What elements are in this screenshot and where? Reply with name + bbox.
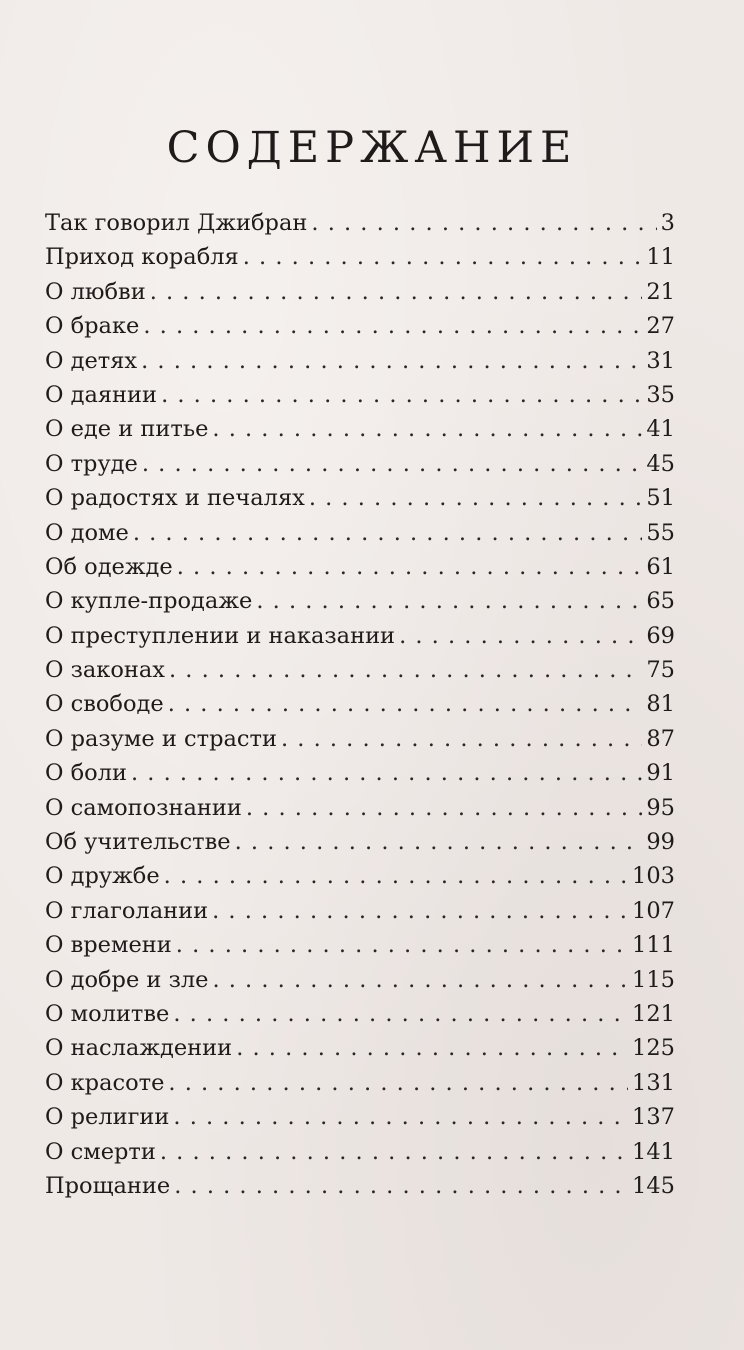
toc-entry-page-number: 81: [646, 691, 675, 718]
toc-entry-title: О свободе: [45, 691, 164, 718]
toc-entry-title: Приход корабля: [45, 244, 239, 271]
toc-entry-page-number: 131: [632, 1069, 675, 1096]
toc-entry-title: О разуме и страсти: [45, 725, 277, 752]
toc-entry: [45, 309, 675, 343]
toc-entry-title: О смерти: [45, 1138, 156, 1165]
dot-leader: [235, 825, 643, 859]
dot-leader: [177, 550, 643, 584]
toc-entry-page-number: 145: [632, 1172, 675, 1199]
toc-entry-title: О любви: [45, 278, 146, 305]
toc-entry-page-number: 141: [632, 1138, 675, 1165]
toc-entry: [45, 412, 675, 446]
toc-entry-page-number: 35: [646, 381, 675, 408]
toc-entry-page-number: 11: [646, 244, 675, 271]
toc-entry: [45, 894, 675, 928]
toc-entry-page-number: 61: [646, 553, 675, 580]
toc-entry-title: Об одежде: [45, 553, 173, 580]
dot-leader: [143, 309, 642, 343]
toc-entry-page-number: 107: [632, 897, 675, 924]
toc-entry-title: О боли: [45, 760, 127, 787]
toc-entry: [45, 825, 675, 859]
dot-leader: [150, 275, 643, 309]
toc-entry: [45, 344, 675, 378]
toc-entry: [45, 997, 675, 1031]
toc-entry: [45, 1031, 675, 1065]
toc-entry-page-number: 125: [632, 1035, 675, 1062]
toc-entry-page-number: 21: [646, 278, 675, 305]
dot-leader: [236, 1031, 628, 1065]
toc-entry-title: Об учительстве: [45, 829, 231, 856]
dot-leader: [131, 756, 642, 790]
toc-entry: [45, 722, 675, 756]
dot-leader: [173, 997, 628, 1031]
toc-entry: [45, 275, 675, 309]
toc-entry: [45, 1135, 675, 1169]
toc-entry-title: О наслаждении: [45, 1035, 233, 1062]
dot-leader: [168, 1066, 628, 1100]
dot-leader: [246, 791, 642, 825]
toc-entry-page-number: 65: [646, 588, 675, 615]
toc-entry-page-number: 121: [632, 1000, 675, 1027]
toc-entry: [45, 1169, 675, 1203]
toc-entry: [45, 928, 675, 962]
dot-leader: [161, 378, 642, 412]
toc-entry: [45, 206, 675, 240]
dot-leader: [311, 206, 656, 240]
toc-entry-title: О добре и зле: [45, 966, 209, 993]
toc-entry-title: О самопознании: [45, 794, 242, 821]
toc-entry-page-number: 45: [646, 450, 675, 477]
toc-entry-title: О красоте: [45, 1069, 165, 1096]
dot-leader: [309, 481, 643, 515]
toc-entry-page-number: 27: [646, 313, 675, 340]
toc-entry-page-number: 95: [646, 794, 675, 821]
dot-leader: [212, 963, 628, 997]
toc-entry: [45, 687, 675, 721]
dot-leader: [399, 619, 642, 653]
toc-entry: [45, 1100, 675, 1134]
toc-entry-title: О браке: [45, 313, 140, 340]
toc-entry-title: Прощание: [45, 1172, 171, 1199]
toc-entry-title: О молитве: [45, 1000, 170, 1027]
dot-leader: [174, 1169, 628, 1203]
toc-entry-page-number: 51: [646, 485, 675, 512]
dot-leader: [160, 1135, 628, 1169]
toc-entry-title: О законах: [45, 657, 165, 684]
toc-entry-page-number: 87: [646, 725, 675, 752]
toc-entry-page-number: 31: [646, 347, 675, 374]
dot-leader: [142, 447, 643, 481]
dot-leader: [281, 722, 642, 756]
toc-entry-page-number: 99: [646, 829, 675, 856]
toc-entry-title: О религии: [45, 1104, 170, 1131]
toc-entry-page-number: 75: [646, 657, 675, 684]
toc-entry-page-number: 55: [646, 519, 675, 546]
toc-entry: [45, 516, 675, 550]
toc-entry-title: О преступлении и наказании: [45, 622, 396, 649]
toc-entry: [45, 481, 675, 515]
dot-leader: [141, 344, 642, 378]
dot-leader: [176, 928, 628, 962]
toc-entry-page-number: 3: [660, 210, 675, 236]
toc-entry-title: Так говорил Джибран: [45, 210, 308, 236]
toc-entry-title: О купле-продаже: [45, 588, 253, 615]
toc-entry-page-number: 91: [646, 760, 675, 787]
toc-entry-title: О глаголании: [45, 897, 209, 924]
toc-entry: [45, 756, 675, 790]
toc-entry: [45, 584, 675, 618]
dot-leader: [168, 687, 643, 721]
toc-entry: [45, 619, 675, 653]
toc-entry-title: О даянии: [45, 381, 158, 408]
toc-entry: [45, 447, 675, 481]
toc-entry-title: О дружбе: [45, 863, 160, 890]
toc-entry-title: О труде: [45, 450, 138, 477]
table-of-contents: [45, 206, 675, 1203]
dot-leader: [212, 894, 628, 928]
toc-entry-page-number: 137: [632, 1104, 675, 1131]
toc-entry: [45, 378, 675, 412]
page-title: СОДЕРЖАНИЕ: [166, 123, 578, 173]
toc-entry-title: О детях: [45, 347, 138, 374]
dot-leader: [133, 516, 643, 550]
dot-leader: [173, 1100, 628, 1134]
toc-entry: [45, 1066, 675, 1100]
toc-entry-title: О еде и питье: [45, 416, 209, 443]
dot-leader: [169, 653, 642, 687]
toc-entry: [45, 240, 675, 274]
dot-leader: [164, 859, 628, 893]
dot-leader: [243, 240, 643, 274]
dot-leader: [212, 412, 642, 446]
toc-entry-page-number: 41: [646, 416, 675, 443]
toc-entry: [45, 550, 675, 584]
toc-entry: [45, 963, 675, 997]
toc-entry-title: О доме: [45, 519, 129, 546]
toc-entry-title: О времени: [45, 932, 172, 959]
toc-entry: [45, 791, 675, 825]
toc-entry: [45, 859, 675, 893]
toc-entry-page-number: 103: [632, 863, 675, 890]
toc-entry-title: О радостях и печалях: [45, 485, 305, 512]
toc-entry-page-number: 69: [646, 622, 675, 649]
toc-entry: [45, 653, 675, 687]
dot-leader: [256, 584, 642, 618]
toc-entry-page-number: 111: [632, 932, 675, 959]
toc-entry-page-number: 115: [632, 966, 675, 993]
